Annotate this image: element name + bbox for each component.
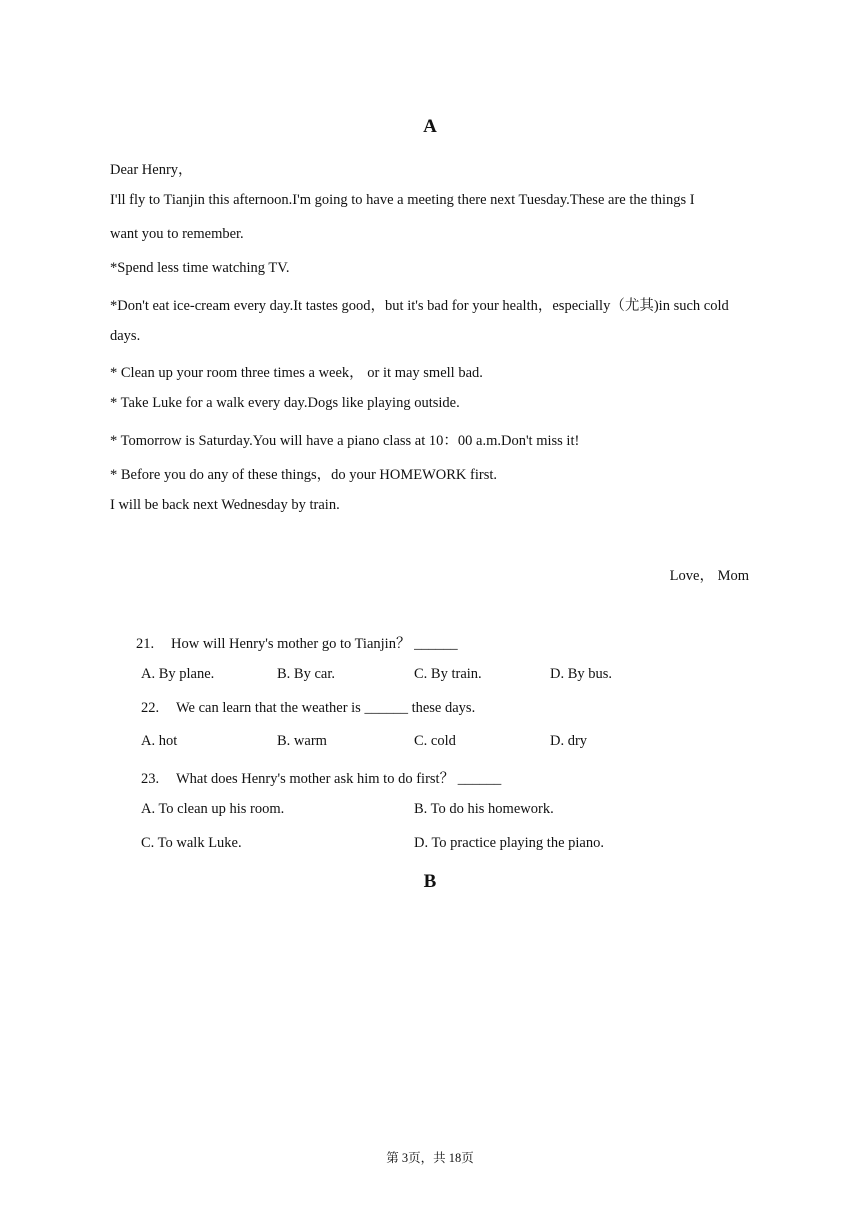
letter-signoff: Love， Mom	[669, 568, 749, 584]
option-b: B. To do his homework.	[414, 801, 554, 817]
letter-greeting: Dear Henry，	[110, 162, 193, 178]
question-text: What does Henry's mother ask him to do first？ ______	[176, 771, 502, 787]
question-21	[136, 632, 458, 653]
question-text: We can learn that the weather is ______ these days.	[176, 700, 476, 716]
option-a: A. hot	[141, 733, 178, 749]
question-number: 23.	[141, 771, 160, 787]
letter-line: days.	[110, 328, 141, 344]
question-number: 22.	[141, 700, 160, 716]
option-d: D. By bus.	[550, 666, 613, 682]
letter-line: * Tomorrow is Saturday.You will have a piano class at 10：00 a.m.Don't miss it!	[110, 433, 580, 449]
option-a: A. By plane.	[141, 666, 215, 682]
letter-line: * Take Luke for a walk every day.Dogs like playing outside.	[110, 395, 460, 411]
question-number: 21.	[136, 636, 155, 652]
page-footer: 第 3页，共 18页	[386, 1151, 474, 1165]
letter-line: I'll fly to Tianjin this afternoon.I'm going to have a meeting there next Tuesday.These are the things I	[110, 192, 695, 208]
section-b-title: B	[423, 871, 437, 892]
question-text: How will Henry's mother go to Tianjin？ ______	[171, 636, 458, 652]
question-23	[141, 767, 501, 788]
option-d: D. To practice playing the piano.	[414, 835, 604, 851]
option-c: C. By train.	[414, 666, 482, 682]
letter-line: *Spend less time watching TV.	[110, 260, 290, 276]
option-c: C. cold	[414, 733, 456, 749]
option-a: A. To clean up his room.	[141, 801, 285, 817]
letter-line: I will be back next Wednesday by train.	[110, 497, 340, 513]
letter-line: want you to remember.	[110, 226, 244, 242]
question-22	[141, 700, 475, 717]
letter-line: *Don't eat ice-cream every day.It tastes good，but it's bad for your health，especially（尤其)in such cold	[110, 298, 729, 314]
letter-line: * Clean up your room three times a week， or it may smell bad.	[110, 365, 483, 381]
letter-line: * Before you do any of these things，do your HOMEWORK first.	[110, 467, 498, 483]
section-a-title: A	[423, 116, 437, 137]
option-b: B. warm	[277, 733, 327, 749]
option-d: D. dry	[550, 733, 588, 749]
option-b: B. By car.	[277, 666, 335, 682]
option-c: C. To walk Luke.	[141, 835, 242, 851]
